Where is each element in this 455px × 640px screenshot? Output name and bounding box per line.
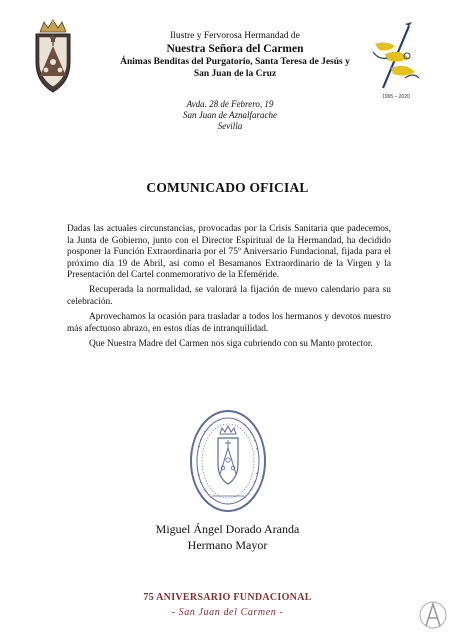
address-city: Sevilla xyxy=(217,121,243,131)
anniversary-logo-icon xyxy=(365,22,427,102)
address-block xyxy=(150,99,310,132)
signatory-role: Hermano Mayor xyxy=(187,538,268,552)
header-line-3: Ánimas Benditas del Purgatorio, Santa Teresa de Jesús y xyxy=(120,57,350,67)
body-paragraph-4: Que Nuestra Madre del Carmen nos siga cubriendo con su Manto protector. xyxy=(89,338,373,349)
body-paragraph-1: Dadas las actuales circunstancias, provocadas por la Crisis Sanitaria que padecemos, la Junta de Gobierno, junto con el Director Espiritual de la Hermandad, ha decidido posponer la Función Extraordinaria por el 75º Aniversario Fundacional, fijada para el próximo día 19 de Abril, así como el Besamanos Extraordinario de la Virgen y la Presentación del Cartel conmemorativo de la Efeméride. xyxy=(67,224,391,281)
footer-anniversary: 75 ANIVERSARIO FUNDACIONAL xyxy=(143,592,312,603)
signatory-name: Miguel Ángel Dorado Aranda xyxy=(155,522,300,536)
body-paragraph-3: Aprovechamos la ocasión para trasladar a todos los hermanos y devotos nuestro más afectuoso abrazo, en estos días de intranquilidad. xyxy=(67,312,391,334)
body-paragraph-2: Recuperada la normalidad, se valorará la fijación de nuevo calendario para su celebración. xyxy=(67,285,391,308)
page-title: COMUNICADO OFICIAL xyxy=(146,180,309,195)
header-line-4: San Juan de la Cruz xyxy=(193,69,277,79)
brotherhood-crest-icon xyxy=(30,18,76,96)
header-line-1: Ilustre y Fervorosa Hermandad de xyxy=(170,31,300,41)
brotherhood-header xyxy=(120,30,350,80)
watermark-logo-icon xyxy=(418,596,448,634)
anniversary-years: 1995 – 2020 xyxy=(382,94,410,100)
brotherhood-name: Nuestra Señora del Carmen xyxy=(166,43,304,55)
footer-subtitle: - San Juan del Carmen - xyxy=(171,607,284,618)
official-seal-icon xyxy=(188,408,268,514)
communique-body xyxy=(67,224,391,354)
address-street: Avda. 28 de Febrero, 19 xyxy=(186,99,274,109)
address-town: San Juan de Aznalfarache xyxy=(182,110,278,120)
